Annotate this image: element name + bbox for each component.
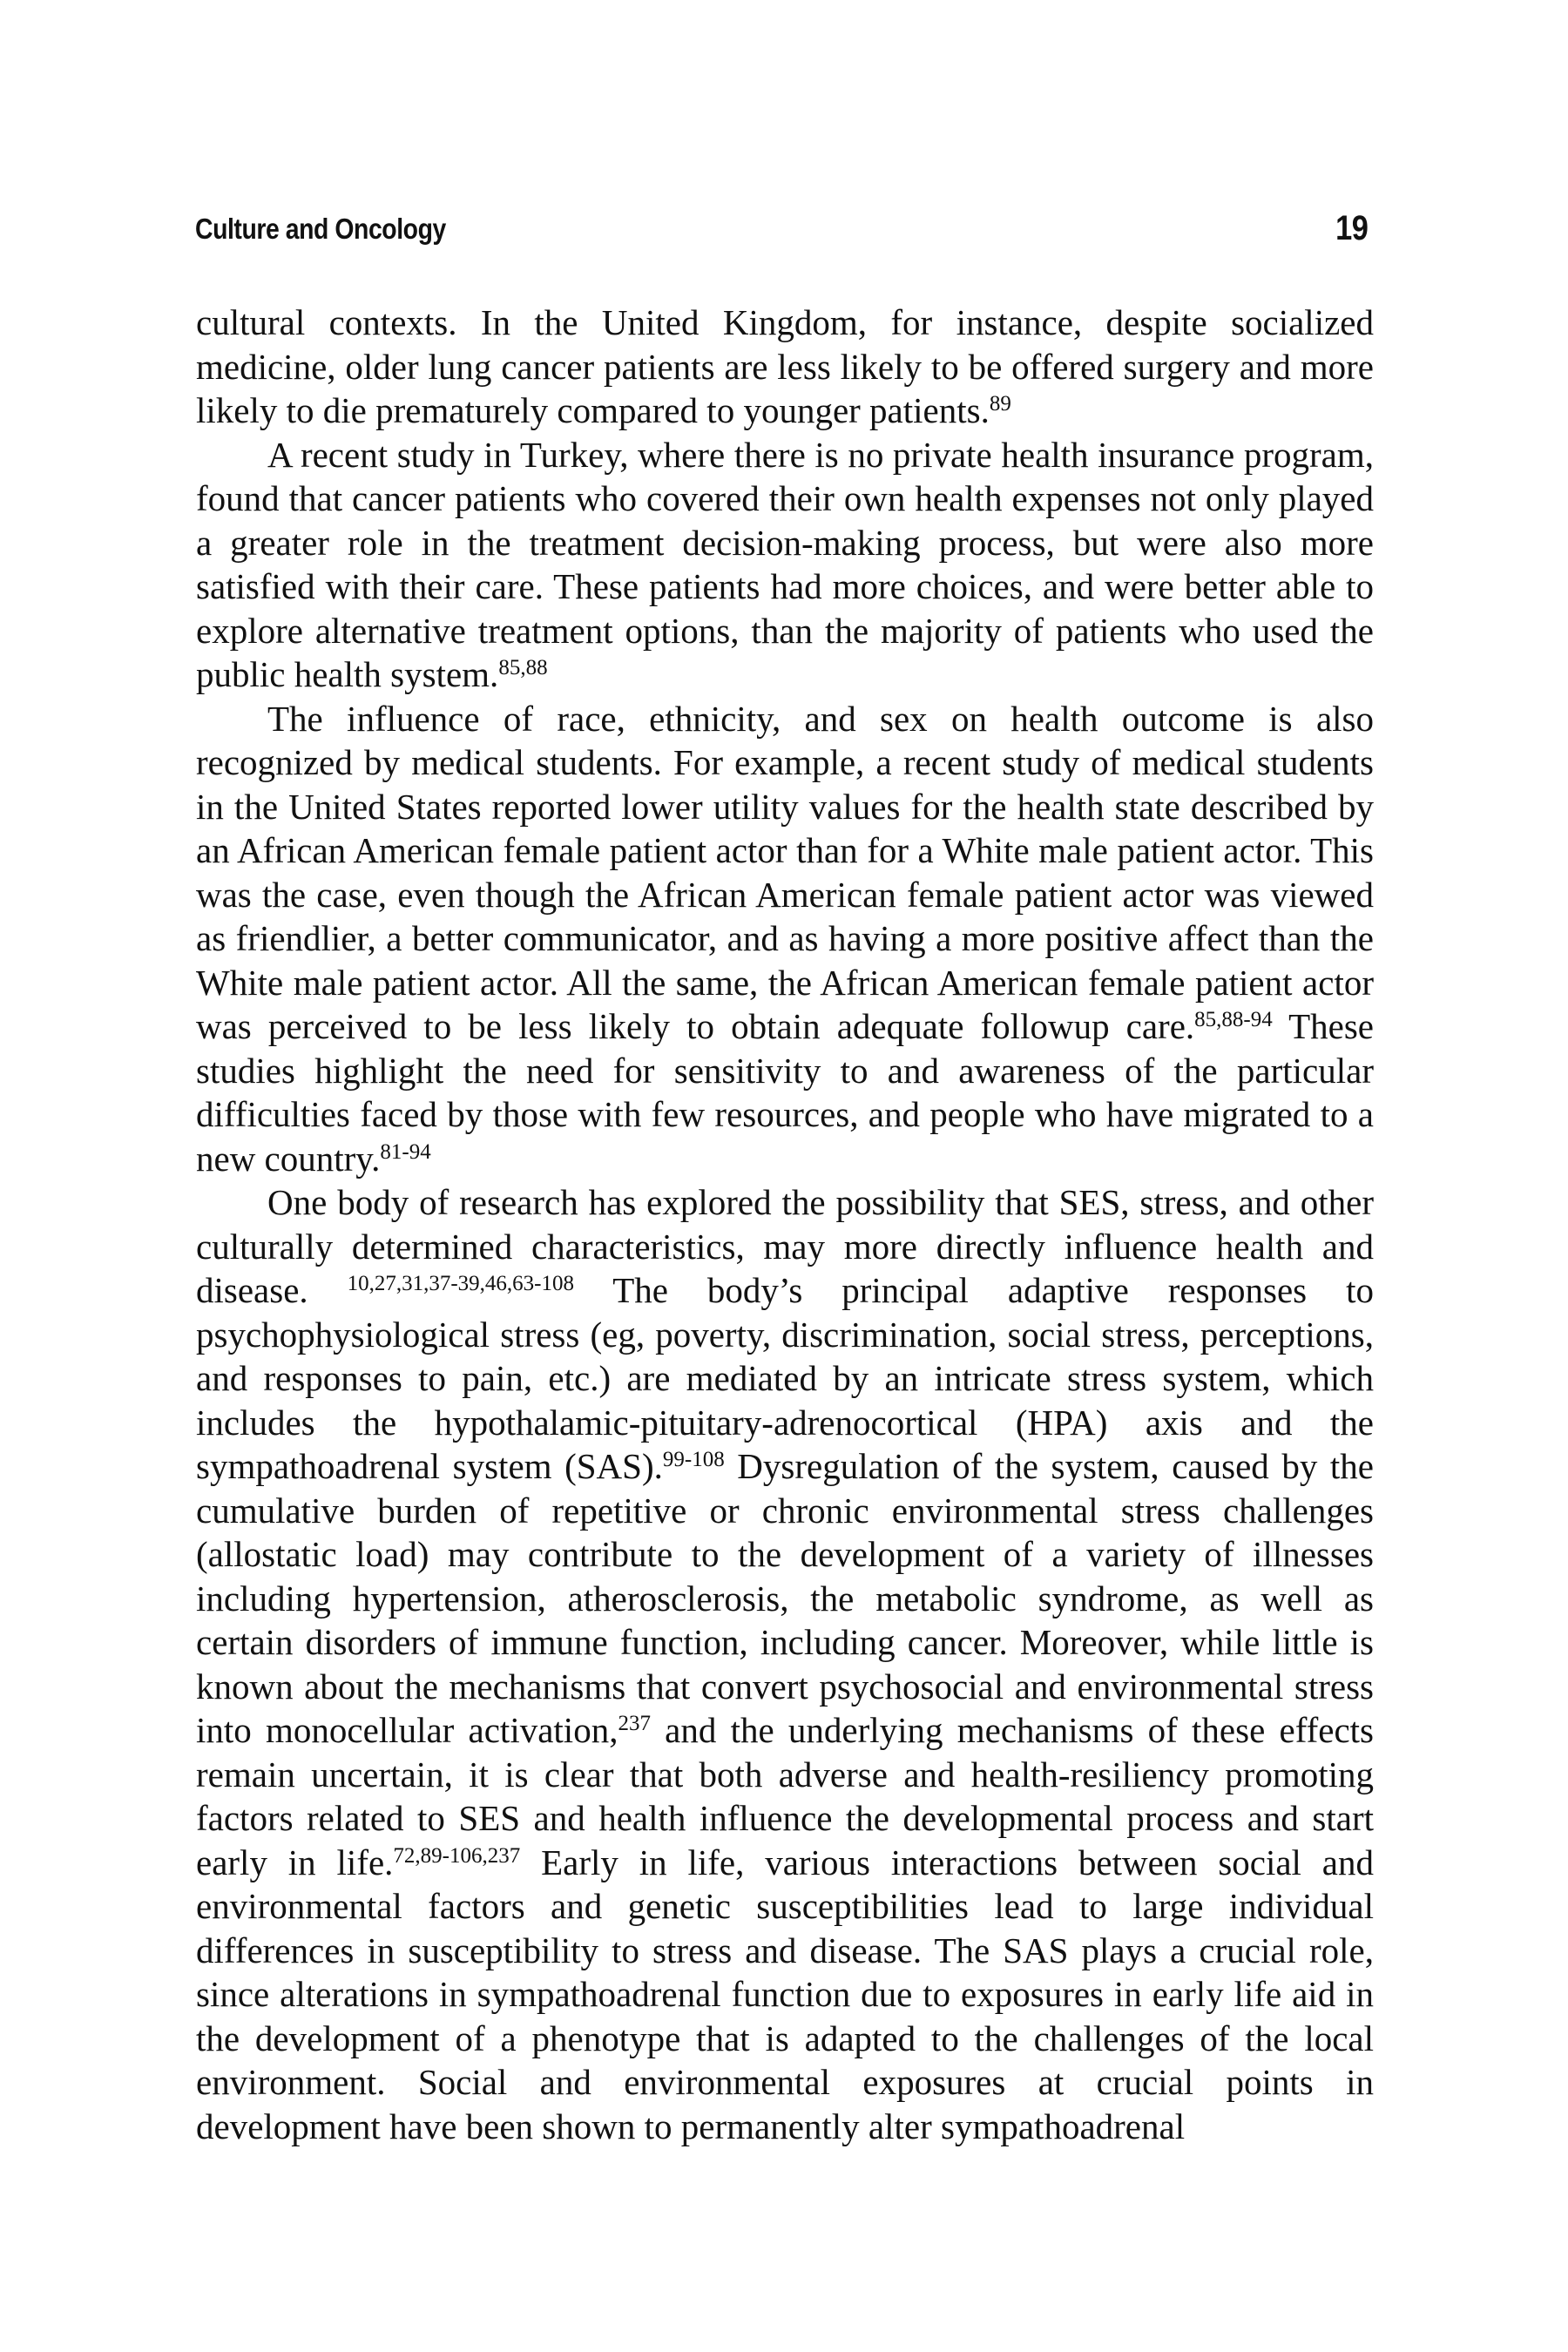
body-text (196, 301, 1374, 2148)
paragraph-2 (196, 433, 1374, 697)
citation-reference: 237 (618, 1712, 651, 1735)
paragraph-text: A recent study in Turkey, where there is no private health insurance program, found that cancer patients who covered their own health expenses not only played a greater role in the treatment decision-making process, but were also more satisfied with their care. These patients had more choices, and were better able to explore alternative treatment options, than the majority of patients who used the public health system. (196, 434, 1374, 694)
paragraph-1 (196, 301, 1374, 433)
paragraph-text: Early in life, various interactions between social and environmental factors and genetic susceptibilities lead to large individual differences in susceptibility to stress and disease. The SAS plays a crucial role, since alterations in sympathoadrenal function due to exposures in early life aid in the development of a phenotype that is adapted to the challenges of the local environment. Social and environmental exposures at crucial points in development have been shown to permanently alter sympathoadrenal (196, 1842, 1374, 2146)
paragraph-text: cultural contexts. In the United Kingdom, for instance, despite socialized medicine, older lung cancer patients are less likely to be offered surgery and more likely to die prematurely compared to younger patients. (196, 302, 1374, 430)
paragraph-3 (196, 697, 1374, 1181)
citation-reference: 85,88-94 (1194, 1008, 1273, 1031)
citation-reference: 72,89-106,237 (393, 1843, 521, 1868)
running-title: Culture and Oncology (195, 213, 446, 245)
paragraph-text: The influence of race, ethnicity, and sex on health outcome is also recognized by medical students. For example, a recent study of medical students in the United States reported lower utility values for the health state described by an African American female patient actor than for a White male patient actor. This was the case, even though the African American female patient actor was viewed as friendlier, a better communicator, and as having a more positive affect than the White male patient actor. All the same, the African American female patient actor was perceived to be less likely to obtain adequate followup care. (196, 698, 1374, 1046)
paragraph-text: These studies highlight the need for sensitivity to and awareness of the particular difficulties faced by those with few resources, and people who have migrated to a new country. (196, 1006, 1375, 1179)
citation-reference: 85,88 (498, 656, 548, 679)
citation-reference: 81-94 (380, 1139, 431, 1164)
paragraph-text: and the underlying mechanisms of these effects remain uncertain, it is clear that both adverse and health-resiliency promoting factors related to SES and health influence the developmental process and start early in life. (196, 1710, 1374, 1882)
citation-reference: 99-108 (662, 1448, 725, 1471)
paragraph-4 (196, 1180, 1374, 2148)
running-header (195, 209, 1373, 254)
paragraph-text: Dysregulation of the system, caused by the cumulative burden of repetitive or chronic environmental stress challenges (allostatic load) may contribute to the development of a variety of illnesses including hypertension, atherosclerosis, the metabolic syndrome, as well as certain disorders of immune function, including cancer. Moreover, while little is known about the mechanisms that convert psychosocial and environmental stress into monocellular activation, (196, 1446, 1374, 1750)
page-number: 19 (1335, 209, 1368, 247)
citation-reference: 10,27,31,37-39,46,63-108 (347, 1272, 575, 1295)
paragraph-text: One body of research has explored the possibility that SES, stress, and other culturally determined characteristics, may more directly influence health and disease. (196, 1182, 1374, 1310)
paragraph-text: The body’s principal adaptive responses to psychophysiological stress (eg, poverty, discrimination, social stress, perceptions, and responses to pain, etc.) are mediated by an intricate stress system, which includes the hypothalamic-pituitary-adrenocortical (HPA) axis and the sympathoadrenal system (SAS). (196, 1270, 1374, 1486)
citation-reference: 89 (989, 392, 1011, 416)
